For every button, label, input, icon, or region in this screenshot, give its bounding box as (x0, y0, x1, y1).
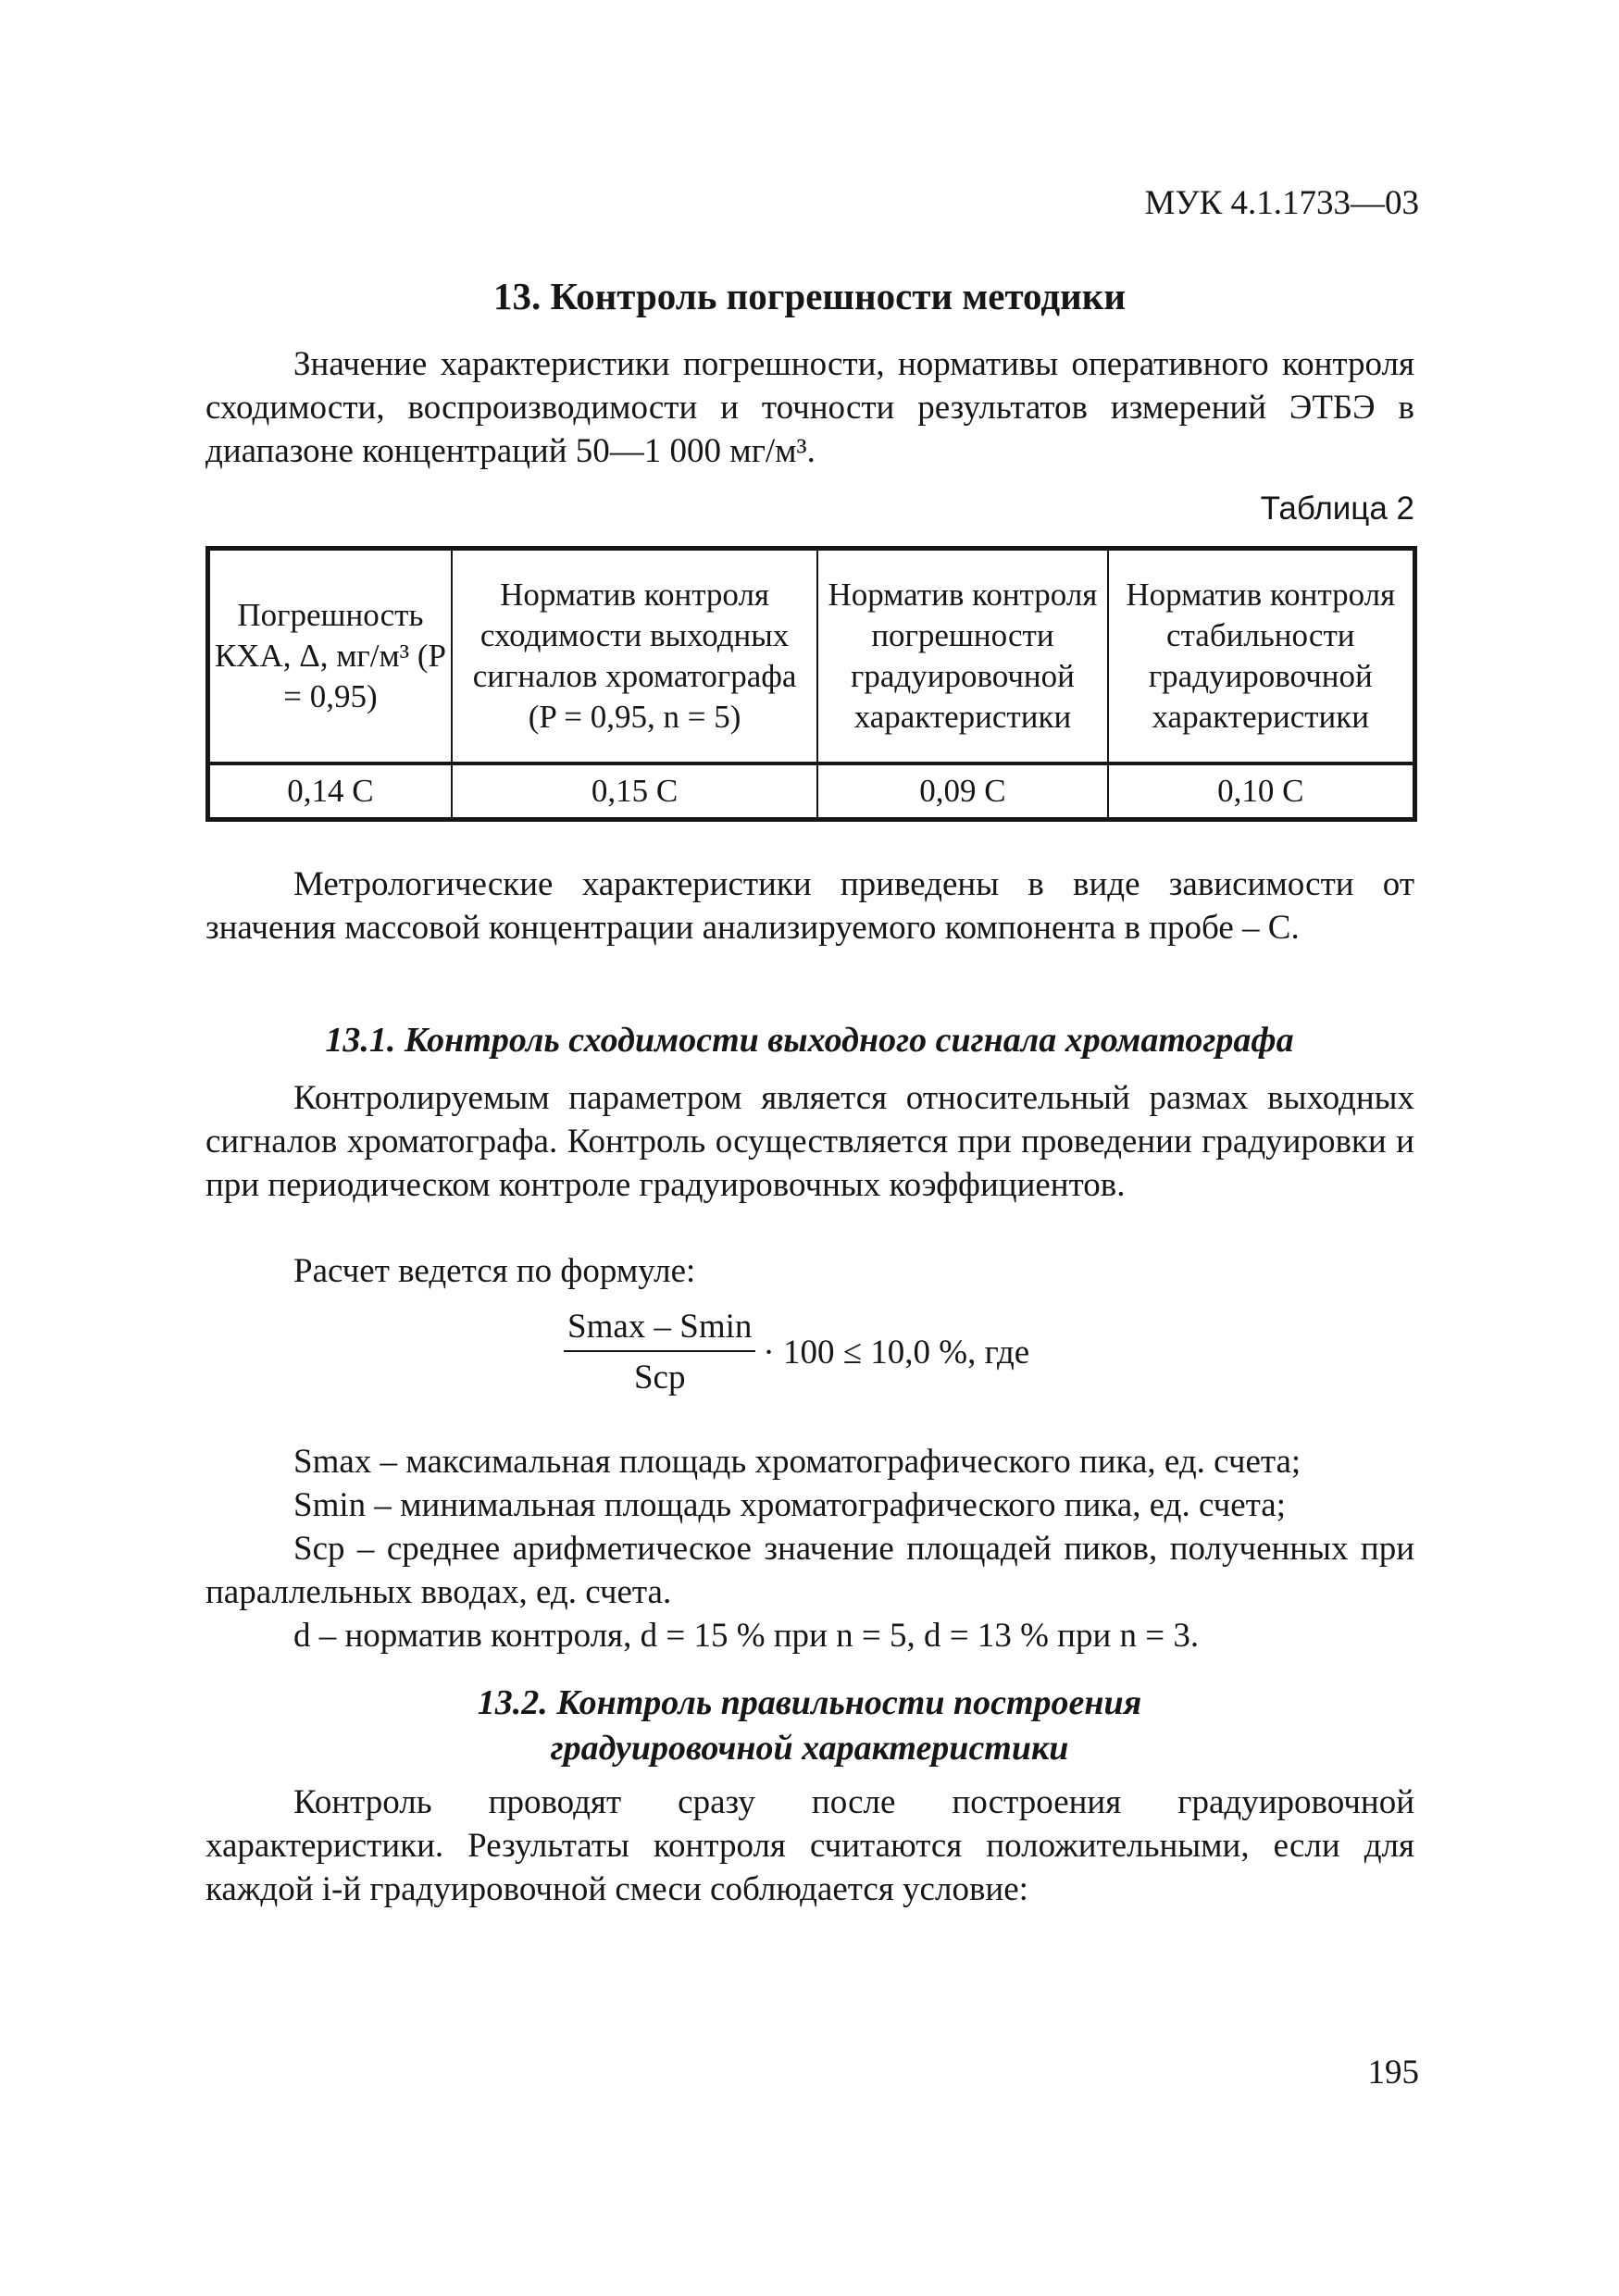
table-header-cell: Норматив контроля погрешности градуировочной характеристики (817, 549, 1107, 764)
table-header-row (208, 549, 1415, 764)
legend-scp (205, 1527, 1414, 1614)
legend-d (205, 1614, 1414, 1657)
intro-text: Значение характеристики погрешности, нормативы оперативного контроля сходимости, воспроизводимости и точности результатов измерений ЭТБЭ в диапазоне концентраций 50—1 000 мг/м³. (205, 345, 1414, 470)
subsection-2-title (0, 1681, 1619, 1771)
formula-intro: Расчет ведется по формуле: (293, 1252, 696, 1290)
table-cell: 0,14 C (208, 763, 452, 820)
intro-paragraph (205, 342, 1414, 473)
table-cell: 0,10 C (1108, 763, 1415, 820)
document-code: МУК 4.1.1733—03 (1144, 184, 1419, 222)
table-cell: 0,09 C (817, 763, 1107, 820)
table-header-cell: Норматив контроля стабильности градуировочной характеристики (1108, 549, 1415, 764)
legend-smin-text: Smin – минимальная площадь хроматографического пика, ед. счета; (293, 1486, 1287, 1524)
subsection-1-title: 13.1. Контроль сходимости выходного сигнала хроматографа (325, 1021, 1294, 1060)
subsection-2-title-text: 13.2. Контроль правильности построения градуировочной характеристики (477, 1683, 1142, 1768)
verification-text: Контроль проводят сразу после построения градуировочной характеристики. Результаты контроля считаются положительными, если для каждой i-й градуировочной смеси соблюдается условие: (205, 1783, 1414, 1908)
formula-tail: · 100 ≤ 10,0 %, где (763, 1333, 1030, 1371)
legend-scp-text: Scp – среднее арифметическое значение площадей пиков, полученных при параллельных вводах, ед. счета. (205, 1530, 1414, 1611)
section-title: 13. Контроль погрешности методики (493, 275, 1126, 317)
norms-table (205, 546, 1417, 822)
metrology-text: Метрологические характеристики приведены в виде зависимости от значения массовой концентрации анализируемого компонента в пробе – C. (205, 865, 1414, 947)
verification-paragraph (205, 1781, 1414, 1911)
legend-smin (205, 1483, 1414, 1527)
legend-smax (205, 1440, 1414, 1483)
control-paragraph (205, 1076, 1414, 1207)
metrology-paragraph (205, 863, 1414, 949)
formula-denominator: Scp (633, 1359, 686, 1396)
page-number: 195 (1367, 2054, 1419, 2091)
formula (564, 1307, 1029, 1397)
legend-d-text: d – норматив контроля, d = 15 % при n = 5, d = 13 % при n = 3. (293, 1617, 1200, 1655)
table-cell: 0,15 C (452, 763, 818, 820)
table-row (208, 763, 1415, 820)
control-text: Контролируемым параметром является относительный размах выходных сигналов хроматографа. Контроль осуществляется при проведении градуировки и при периодическом контроле градуировочных коэффициентов. (205, 1079, 1414, 1204)
table-header-cell: Погрешность КХА, Δ, мг/м³ (P = 0,95) (208, 549, 452, 764)
table-header-cell: Норматив контроля сходимости выходных сигналов хроматографа (P = 0,95, n = 5) (452, 549, 818, 764)
table-caption: Таблица 2 (1260, 490, 1414, 527)
formula-numerator: Smax – Smin (564, 1307, 755, 1352)
legend-smax-text: Smax – максимальная площадь хроматографического пика, ед. счета; (293, 1443, 1301, 1481)
formula-fraction (564, 1307, 755, 1397)
